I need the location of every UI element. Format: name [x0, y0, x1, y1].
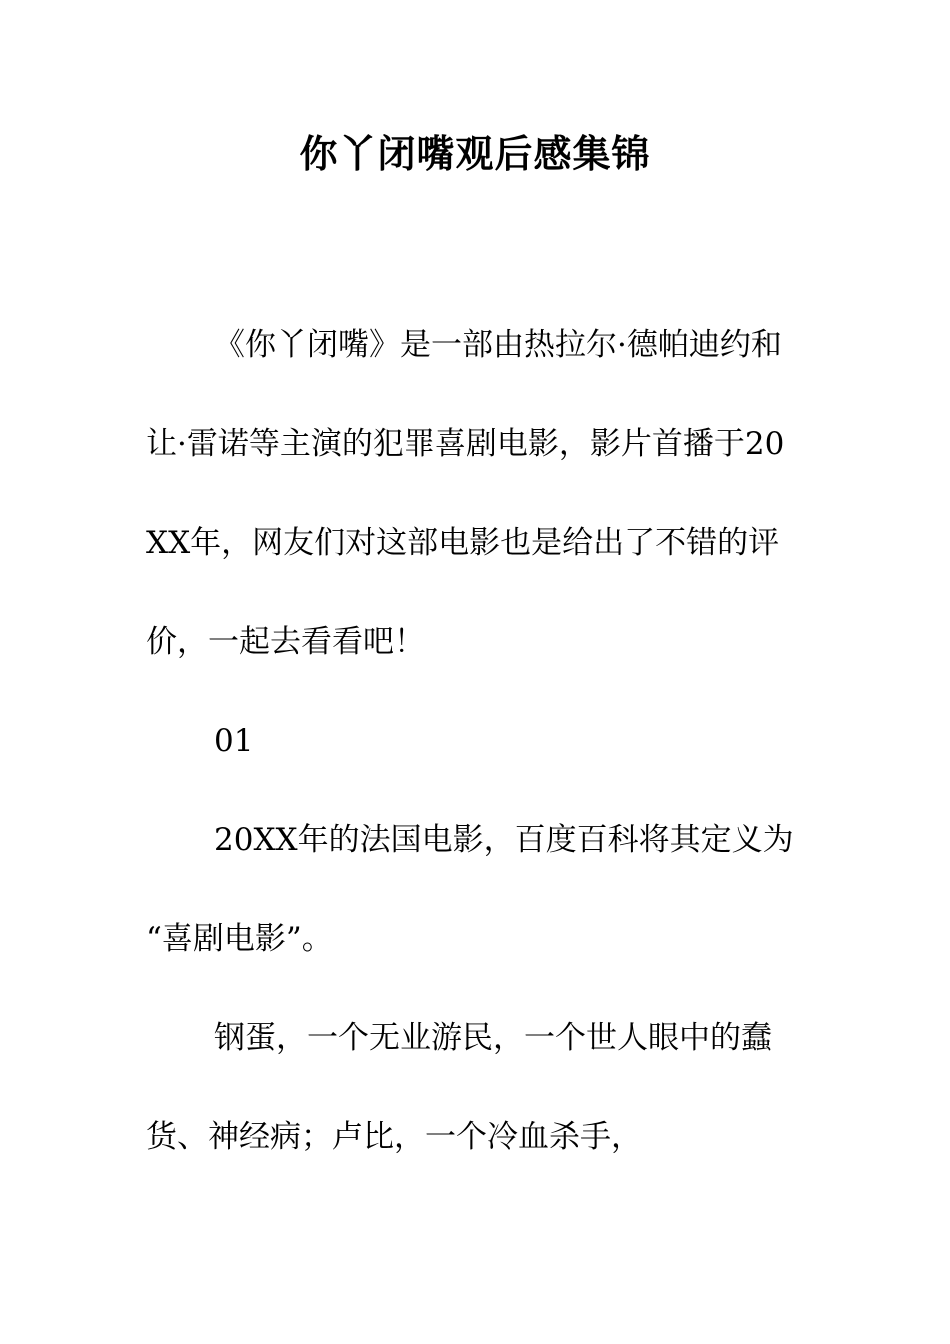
document-title: 你丫闭嘴观后感集锦	[299, 131, 651, 176]
paragraph-intro: 《你丫闭嘴》是一部由热拉尔·德帕迪约和让·雷诺等主演的犯罪喜剧电影，影片首播于20XX年，网友们对这部电影也是给出了不错的评价，一起去看看吧！	[146, 327, 785, 660]
section-number: 01	[214, 723, 254, 759]
paragraph-definition: 20XX年的法国电影，百度百科将其定义为 “喜剧电影”。	[146, 822, 794, 957]
document-body	[146, 296, 806, 1187]
paragraph-characters: 钢蛋，一个无业游民，一个世人眼中的蠢货、神经病；卢比，一个冷血杀手，	[146, 1020, 772, 1155]
